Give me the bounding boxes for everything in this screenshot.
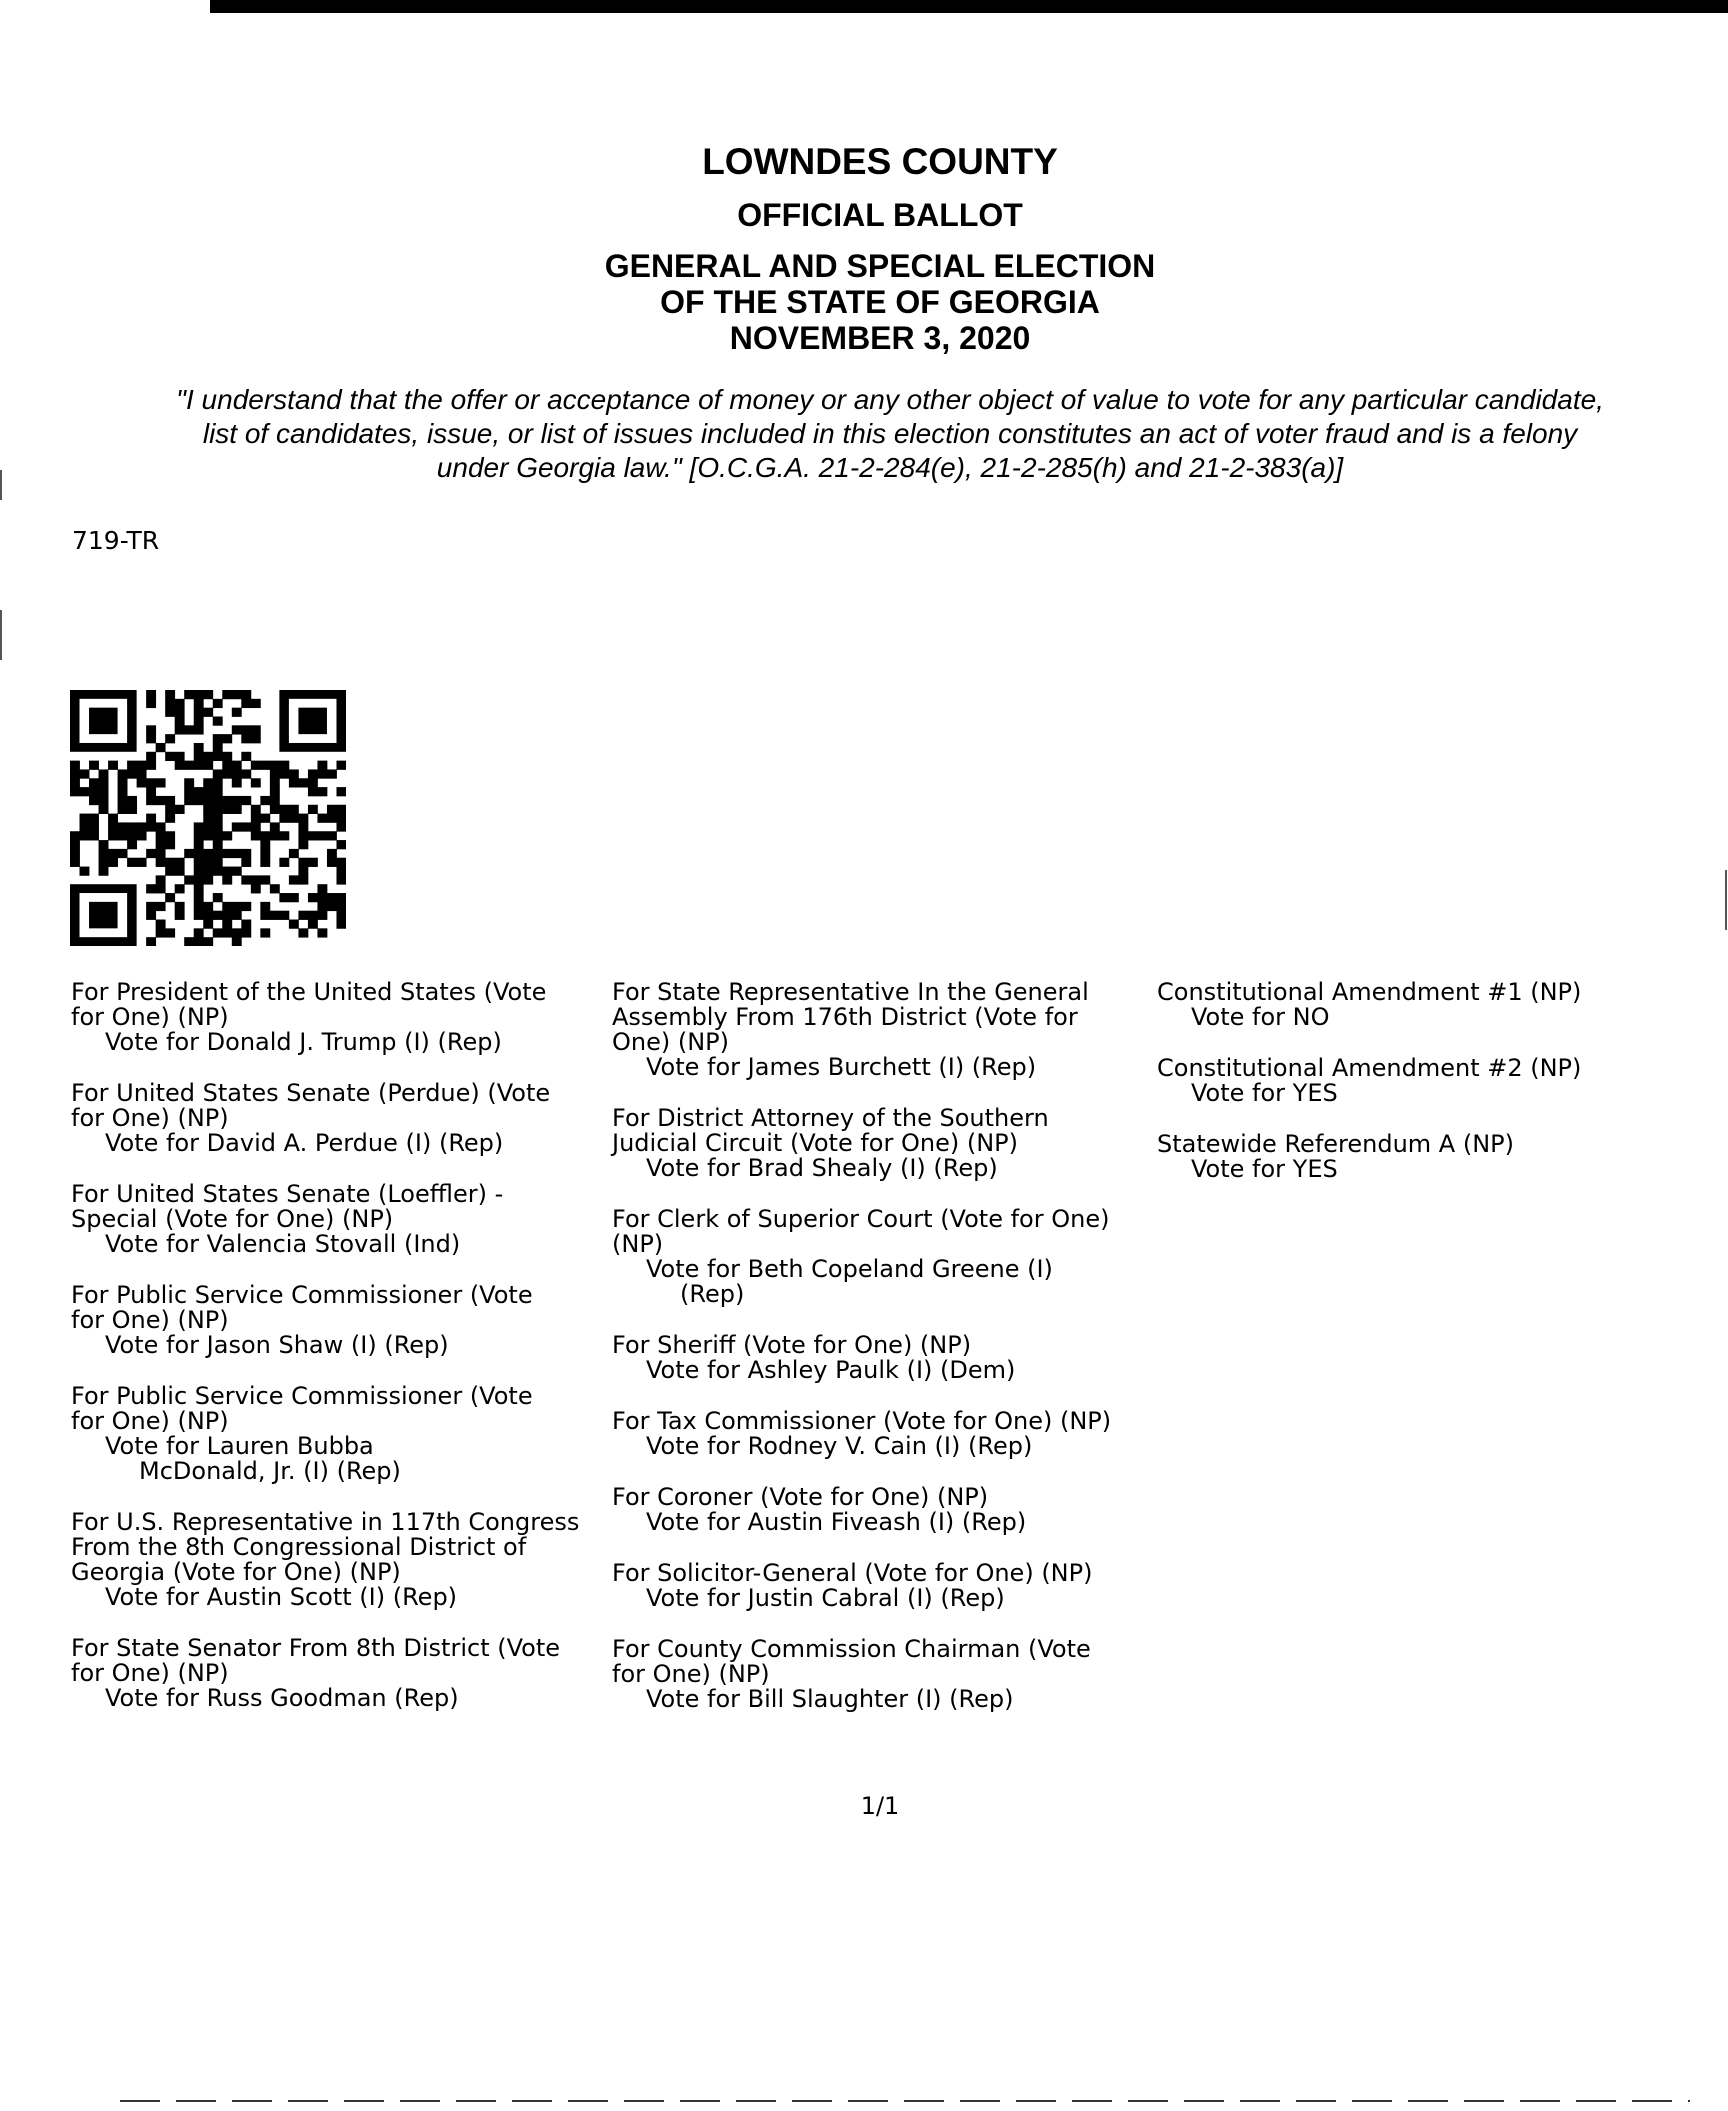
- contest-title: For County Commission Chairman (Vote: [612, 1635, 1091, 1663]
- ballot-selection: [1157, 980, 1657, 1030]
- contest-title: Statewide Referendum A (NP): [1157, 1130, 1514, 1158]
- ballot-selection: [612, 1207, 1152, 1307]
- county-title: LOWNDES COUNTY: [702, 141, 1058, 182]
- selected-choice: Vote for Bill Slaughter (I) (Rep): [646, 1685, 1014, 1713]
- contest-title: For President of the United States (Vote: [71, 978, 547, 1006]
- ballot-selection: [612, 1333, 1152, 1383]
- contest-title: Special (Vote for One) (NP): [71, 1205, 394, 1233]
- contest-title: For United States Senate (Perdue) (Vote: [71, 1079, 551, 1107]
- contest-title: for One) (NP): [71, 1306, 229, 1334]
- selected-choice: Vote for Austin Scott (I) (Rep): [105, 1583, 458, 1611]
- scan-edge-bar: [210, 0, 1728, 13]
- selected-choice: Vote for Lauren Bubba: [105, 1432, 374, 1460]
- contest-title: For Solicitor-General (Vote for One) (NP): [612, 1559, 1093, 1587]
- contest-title: For United States Senate (Loeffler) -: [71, 1180, 504, 1208]
- oath-line: under Georgia law." [O.C.G.A. 21-2-284(e), 21-2-285(h) and 21-2-383(a)]: [436, 452, 1344, 483]
- selected-choice: Vote for Rodney V. Cain (I) (Rep): [646, 1432, 1033, 1460]
- ballot-selection: [612, 1561, 1152, 1611]
- selected-choice: (Rep): [680, 1280, 745, 1308]
- contest-title: Constitutional Amendment #2 (NP): [1157, 1054, 1582, 1082]
- selected-choice: Vote for YES: [1191, 1155, 1338, 1183]
- contest-title: One) (NP): [612, 1028, 730, 1056]
- selected-choice: Vote for NO: [1191, 1003, 1330, 1031]
- ballot-style-id: 719-TR: [72, 526, 160, 555]
- ballot-selection: [612, 1409, 1152, 1459]
- left-edge-mark: [0, 470, 2, 500]
- ballot-column-2: [612, 980, 1152, 1738]
- selected-choice: Vote for Justin Cabral (I) (Rep): [646, 1584, 1005, 1612]
- left-edge-mark: [0, 610, 2, 660]
- right-edge-mark: [1725, 870, 1727, 930]
- selected-choice: Vote for David A. Perdue (I) (Rep): [105, 1129, 504, 1157]
- contest-title: (NP): [612, 1230, 664, 1258]
- ballot-selection: [612, 980, 1152, 1080]
- oath-line: list of candidates, issue, or list of issues included in this election constitutes an act of voter fraud and is a felony: [202, 418, 1578, 449]
- contest-title: For State Representative In the General: [612, 978, 1089, 1006]
- contest-title: Georgia (Vote for One) (NP): [71, 1558, 401, 1586]
- selected-choice: Vote for Donald J. Trump (I) (Rep): [105, 1028, 502, 1056]
- contest-title: for One) (NP): [71, 1407, 229, 1435]
- page-number: 1/1: [860, 1792, 900, 1820]
- ballot-selection: [71, 1636, 601, 1711]
- contest-title: For Clerk of Superior Court (Vote for One): [612, 1205, 1110, 1233]
- ballot-column-3: [1157, 980, 1657, 1208]
- selected-choice: Vote for Beth Copeland Greene (I): [646, 1255, 1053, 1283]
- qr-code: [70, 690, 346, 946]
- selected-choice: Vote for Russ Goodman (Rep): [105, 1684, 459, 1712]
- ballot-selection: [71, 1283, 601, 1358]
- contest-title: For Tax Commissioner (Vote for One) (NP): [612, 1407, 1112, 1435]
- selected-choice: Vote for Jason Shaw (I) (Rep): [105, 1331, 449, 1359]
- contest-title: For District Attorney of the Southern: [612, 1104, 1049, 1132]
- oath-line: "I understand that the offer or acceptance of money or any other object of value to vote for any particular candidate,: [176, 384, 1604, 415]
- contest-title: For U.S. Representative in 117th Congress: [71, 1508, 580, 1536]
- ballot-selection: [1157, 1056, 1657, 1106]
- ballot-selection: [71, 1384, 601, 1484]
- contest-title: for One) (NP): [612, 1660, 770, 1688]
- contest-title: For Coroner (Vote for One) (NP): [612, 1483, 989, 1511]
- ballot-header: [0, 140, 1728, 356]
- ballot-selection: [71, 980, 601, 1055]
- contest-title: For Public Service Commissioner (Vote: [71, 1281, 533, 1309]
- selected-choice: Vote for YES: [1191, 1079, 1338, 1107]
- ballot-selection: [71, 1510, 601, 1610]
- selected-choice: Vote for James Burchett (I) (Rep): [646, 1053, 1037, 1081]
- selected-choice: Vote for Ashley Paulk (I) (Dem): [646, 1356, 1016, 1384]
- selected-choice: McDonald, Jr. (I) (Rep): [139, 1457, 401, 1485]
- contest-title: From the 8th Congressional District of: [71, 1533, 527, 1561]
- ballot-selection: [612, 1106, 1152, 1181]
- contest-title: For State Senator From 8th District (Vote: [71, 1634, 561, 1662]
- ballot-selection: [71, 1081, 601, 1156]
- election-title-line2: OF THE STATE OF GEORGIA: [660, 284, 1100, 320]
- contest-title: For Public Service Commissioner (Vote: [71, 1382, 533, 1410]
- voter-oath-statement: [60, 383, 1720, 485]
- ballot-type-title: OFFICIAL BALLOT: [737, 197, 1023, 233]
- contest-title: Judicial Circuit (Vote for One) (NP): [612, 1129, 1018, 1157]
- election-title-line1: GENERAL AND SPECIAL ELECTION: [604, 248, 1156, 284]
- contest-title: Constitutional Amendment #1 (NP): [1157, 978, 1582, 1006]
- ballot-selection: [612, 1637, 1152, 1712]
- selected-choice: Vote for Austin Fiveash (I) (Rep): [646, 1508, 1027, 1536]
- contest-title: Assembly From 176th District (Vote for: [612, 1003, 1078, 1031]
- contest-title: For Sheriff (Vote for One) (NP): [612, 1331, 972, 1359]
- election-date: NOVEMBER 3, 2020: [729, 320, 1031, 356]
- scan-bottom-edge: [120, 2100, 1690, 2102]
- ballot-selection: [1157, 1132, 1657, 1182]
- ballot-column-1: [71, 980, 601, 1737]
- contest-title: for One) (NP): [71, 1104, 229, 1132]
- contest-title: for One) (NP): [71, 1659, 229, 1687]
- ballot-selection: [612, 1485, 1152, 1535]
- contest-title: for One) (NP): [71, 1003, 229, 1031]
- selected-choice: Vote for Brad Shealy (I) (Rep): [646, 1154, 998, 1182]
- selected-choice: Vote for Valencia Stovall (Ind): [105, 1230, 461, 1258]
- ballot-selection: [71, 1182, 601, 1257]
